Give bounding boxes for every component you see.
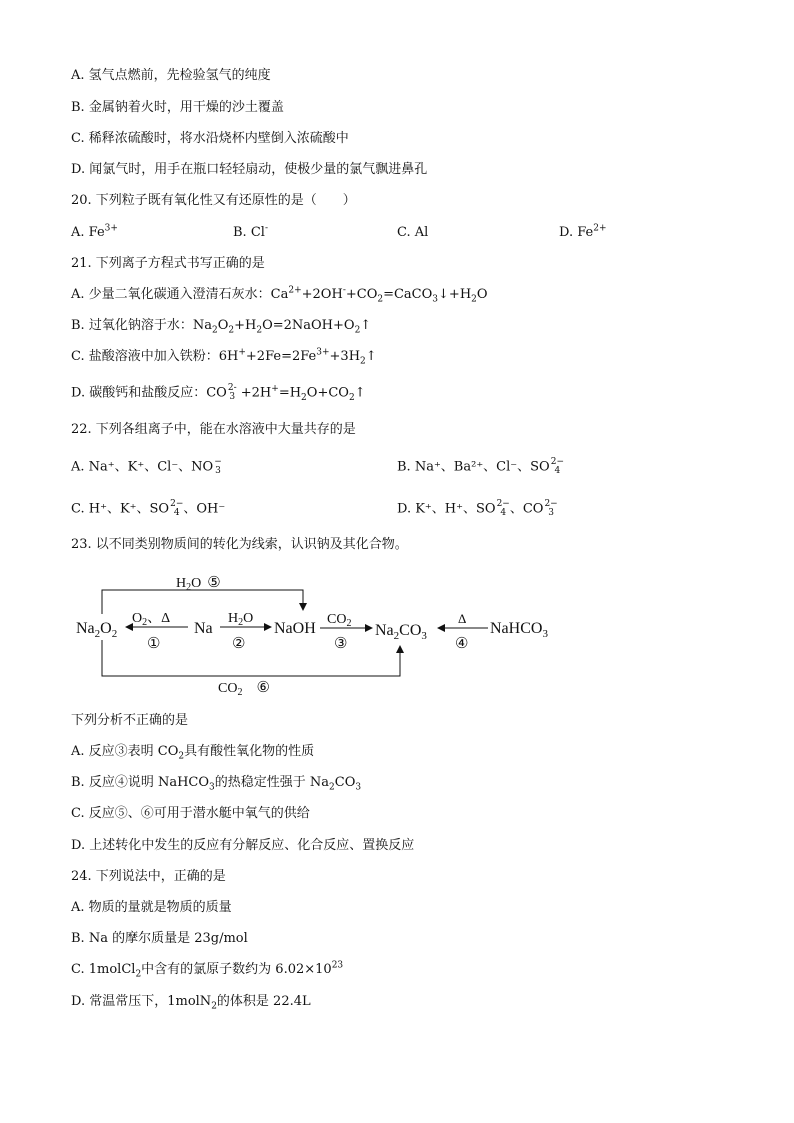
- q22-option-d: D. K⁺、H⁺、SO 2− 4 、CO 2− 3: [397, 499, 558, 518]
- q19-option-a: A. 氢气点燃前，先检验氢气的纯度: [71, 68, 271, 83]
- q23-ask: 下列分析不正确的是: [71, 713, 189, 728]
- label-reaction-3: $CO_2$: [327, 612, 352, 629]
- q20-option-d: D. $Fe^{2+}$: [559, 223, 607, 240]
- q21-option-c: C. 盐酸溶液中加入铁粉：$6H^++2Fe=2Fe^{3+}+3H_2↑$: [71, 347, 377, 367]
- q21-option-d: D. 碳酸钙和盐酸反应：CO 2- 3 $+2H^+=H_2O+CO_2↑$: [71, 383, 366, 404]
- q22-option-a: A. Na⁺、K⁺、Cl⁻、NO − 3: [71, 457, 222, 476]
- q24-option-a: A. 物质的量就是物质的质量: [71, 900, 232, 915]
- q24-option-c: C. 1molCl$_2$中含有的氯原子数约为 $6.02\times 10^{23}$: [71, 960, 344, 980]
- node-na: Na: [194, 620, 213, 637]
- q21-option-a: A. 少量二氧化碳通入澄清石灰水：$Ca^{2+}+2OH^-+CO_2=CaCO_3↓+H_2O$: [71, 285, 488, 305]
- label-reaction-5: $H_2O$ ⑤: [176, 575, 221, 593]
- q19-option-d: D. 闻氯气时，用手在瓶口轻轻扇动，使极少量的氯气飘进鼻孔: [71, 162, 428, 177]
- num-reaction-4: ④: [455, 636, 469, 652]
- q23-option-d: D. 上述转化中发生的反应有分解反应、化合反应、置换反应: [71, 838, 415, 853]
- node-na2o2: $Na_2O_2$: [76, 620, 118, 640]
- q20-option-a: A. $Fe^{3+}$: [71, 223, 118, 240]
- node-nahco3: NaHCO$_3$: [490, 620, 548, 640]
- q22-option-b: B. Na⁺、Ba²⁺、Cl⁻、SO 2− 4: [397, 457, 564, 476]
- q21-stem: 21. 下列离子方程式书写正确的是: [71, 256, 265, 271]
- q22-stem: 22. 下列各组离子中，能在水溶液中大量共存的是: [71, 422, 356, 437]
- q24-stem: 24. 下列说法中，正确的是: [71, 869, 226, 884]
- q23-option-a: A. 反应③表明 $CO_2$具有酸性氧化物的性质: [71, 744, 315, 762]
- label-reaction-2: $H_2O$: [228, 611, 254, 628]
- q23-stem: 23. 以不同类别物质间的转化为线索，认识钠及其化合物。: [71, 537, 408, 552]
- q24-option-b: B. Na 的摩尔质量是 23g/mol: [71, 931, 248, 946]
- q20-option-b: B. Cl-: [233, 223, 268, 240]
- q23-option-b: B. 反应④说明 NaHCO$_3$的热稳定性强于 $Na_2CO_3$: [71, 775, 362, 793]
- node-naoh: NaOH: [274, 620, 316, 637]
- q20-option-c: C. Al: [397, 225, 429, 240]
- sodium-conversion-diagram: [70, 566, 570, 702]
- label-reaction-1: $O_2$、Δ: [132, 611, 171, 628]
- q23-option-c: C. 反应⑤、⑥可用于潜水艇中氧气的供给: [71, 806, 310, 821]
- num-reaction-3: ③: [334, 636, 348, 652]
- q19-option-b: B. 金属钠着火时，用干燥的沙土覆盖: [71, 100, 284, 115]
- num-reaction-2: ②: [232, 636, 246, 652]
- label-reaction-4: Δ: [458, 611, 467, 626]
- label-reaction-6: $CO_2$ ⑥: [218, 680, 270, 698]
- q20-stem: 20. 下列粒子既有氧化性又有还原性的是（ ）: [71, 193, 356, 208]
- node-na2co3: $Na_2CO_3$: [375, 622, 427, 642]
- q24-option-d: D. 常温常压下，1molN$_2$的体积是 22.4L: [71, 994, 311, 1012]
- q21-option-b: B. 过氧化钠溶于水：$Na_2O_2+H_2O=2NaOH+O_2↑$: [71, 318, 372, 336]
- q19-option-c: C. 稀释浓硫酸时，将水沿烧杯内壁倒入浓硫酸中: [71, 131, 349, 146]
- num-reaction-1: ①: [147, 636, 161, 652]
- q22-option-c: C. H⁺、K⁺、SO 2− 4 、OH⁻: [71, 499, 226, 518]
